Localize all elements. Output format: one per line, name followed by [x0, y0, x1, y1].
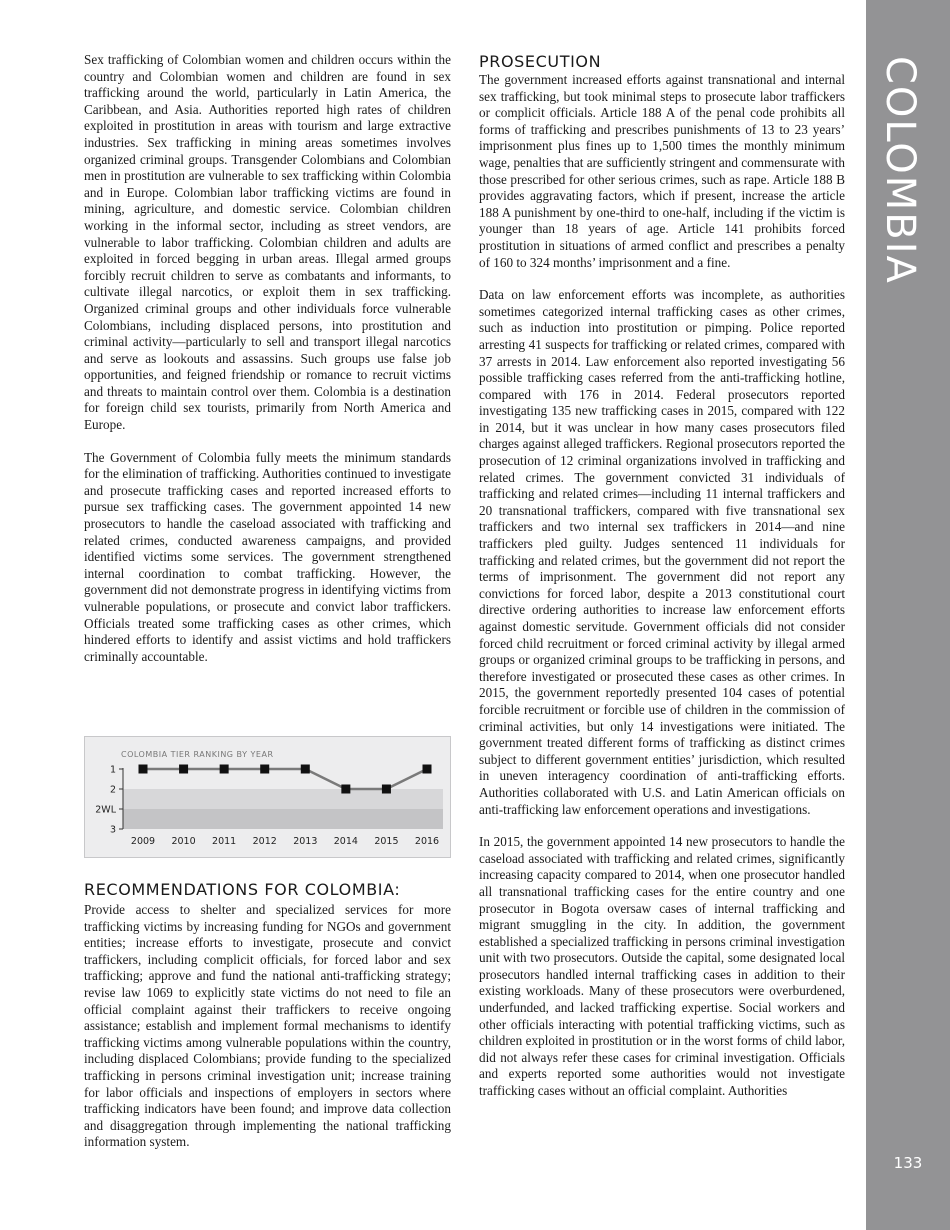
x-tick-label: 2010: [171, 836, 196, 847]
x-tick-label: 2013: [293, 836, 318, 847]
tier-band: [123, 789, 443, 809]
tier-ranking-svg: [85, 737, 450, 857]
y-tick-label: 1: [109, 764, 116, 776]
x-tick-label: 2014: [333, 836, 358, 847]
country-title: COLOMBIA: [877, 56, 923, 285]
chart-title: COLOMBIA TIER RANKING BY YEAR: [121, 750, 274, 759]
assessment-paragraph: The Government of Colombia fully meets the minimum standards for the elimination of trafficking. Authorities continued to investigate and prosecute trafficking cases and reported increased efforts to pursue sex trafficking cases. The government appointed 14 new prosecutors to handle the caseload associated with trafficking and related crimes, conducted awareness campaigns, and provided identified victims some services. The government strengthened internal coordination to combat trafficking. However, the government did not demonstrate progress in identifying victims from vulnerable populations, or prosecute and convict labor traffickers. Officials treated some trafficking cases as other crimes, which hindered efforts to identify and assist victims and hold traffickers criminally accountable.: [84, 449, 451, 664]
x-tick-label: 2016: [414, 836, 440, 847]
x-tick-label: 2009: [130, 836, 156, 847]
data-point: [179, 765, 188, 774]
left-column: [84, 52, 451, 681]
data-point: [382, 785, 391, 794]
x-tick-label: 2015: [374, 836, 399, 847]
prosecution-heading: PROSECUTION: [479, 52, 602, 71]
recommendations-text: Provide access to shelter and specialized services for more trafficking victims by increasing funding for NGOs and government entities; increase efforts to investigate, prosecute and convict traffickers, including complicit officials, for forced labor and sex trafficking; approve and fund the national anti-trafficking strategy; revise law 1069 to explicitly state victims do not need to file an official complaint against their traffickers to receive ongoing assistance; establish and implement formal mechanisms to identify trafficking victims among vulnerable populations within the country, including displaced Colombians; provide funding to the specialized trafficking in persons criminal investigation unit; increase training for labor officials and inspections of employers in sectors where trafficking indicators have been found; and improve data collection and disaggregation through implementing the national trafficking information system.: [84, 902, 451, 1150]
tier-band: [123, 809, 443, 829]
y-tick-label: 2: [109, 784, 116, 796]
recommendations-section: [84, 880, 451, 1151]
y-tick-label: 2WL: [95, 804, 116, 816]
tier-ranking-chart: [84, 736, 451, 858]
data-point: [139, 765, 148, 774]
prosecution-paragraph: The government increased efforts against transnational and internal sex trafficking, but took minimal steps to prosecute labor traffickers or complicit officials. Article 188 A of the penal code prohibits all forms of trafficking and prescribes punishments of 13 to 23 years’ imprisonment plus fines up to 1,500 times the monthly minimum wage, penalties that are sufficiently stringent and commensurate with those prescribed for other serious crimes, such as rape. Article 188 B provides aggravating factors, which if present, increase the article 188 A punishment by one-third to one-half, including if the victim is younger than 18 years of age. Article 141 prohibits forced prostitution in situations of armed conflict and prescribes a penalty of 160 to 324 months’ imprisonment and a fine.: [479, 72, 845, 270]
data-point: [423, 765, 432, 774]
recommendations-heading: RECOMMENDATIONS FOR COLOMBIA:: [84, 880, 401, 899]
intro-paragraph: Sex trafficking of Colombian women and children occurs within the country and Colombian women and children are found in sex trafficking around the world, particularly in Latin America, the Caribbean, and Asia. Authorities reported high rates of children exploited in prostitution in areas with tourism and large extractive industries. Sex trafficking in mining areas sometimes involves organized criminal groups. Transgender Colombians and Colombian men in prostitution are vulnerable to sex trafficking within Colombia and in Europe. Colombian labor trafficking victims are found in mining, agriculture, and domestic service. Colombian children working in the informal sector, including as street vendors, are vulnerable to labor trafficking. Colombian children and adults are exploited in forced begging in urban areas. Illegal armed groups forcibly recruit children to serve as combatants and informants, to cultivate illegal narcotics, or exploit them in sex trafficking. Organized criminal groups and other individuals force vulnerable Colombians, including displaced persons, into prostitution and criminal activity—particularly to sell and transport illegal narcotics and serve as lookouts and assassins. Such groups use false job opportunities, and feigned friendship or romance to recruit victims and threats to maintain control over them. Colombia is a destination for foreign child sex tourists, primarily from North America and Europe.: [84, 52, 451, 433]
page-number: 133: [893, 1154, 923, 1172]
prosecution-paragraph: In 2015, the government appointed 14 new prosecutors to handle the caseload associated with trafficking and related crimes, significantly increasing capacity compared to 2014, when one prosecutor handled all transnational trafficking cases for the entire country and one prosecutor in Bogota oversaw cases of internal trafficking and migrant smuggling in the city. In addition, the government established a specialized trafficking in persons criminal investigation unit with two prosecutors. Outside the capital, some designated local prosecutors handled internal trafficking cases in addition to their existing workloads. Many of these prosecutors were overburdened, underfunded, and lacked trafficking expertise. Social workers and other officials interacting with potential trafficking victims, such as children exploited in prostitution or in the worst forms of child labor, did not always refer these cases for criminal investigation. Officials and experts reported some authorities would not investigate trafficking cases without an official complaint. Authorities: [479, 834, 845, 1099]
data-point: [301, 765, 310, 774]
prosecution-paragraph: Data on law enforcement efforts was incomplete, as authorities sometimes categorized internal trafficking cases as other crimes, such as induction into prostitution or pimping. Police reported arresting 41 suspects for trafficking or related crimes, compared with 37 arrests in 2014. Law enforcement also reported investigating 56 possible trafficking cases referred from the anti-trafficking hotline, compared with 176 in 2014. Federal prosecutors reported investigating 135 new trafficking cases in 2015, compared with 122 in 2014, but it was unclear in how many cases prosecutors filed charges against alleged traffickers. Regional prosecutors reported the prosecution of 12 criminal organizations involved in trafficking and related crimes. The government convicted 31 individuals of trafficking and related crimes—including 11 internal traffickers and 20 transnational traffickers, compared with five transnational sex traffickers and two internal sex traffickers in 2014—and nine traffickers pled guilty. Judges sentenced 11 individuals for trafficking and related crimes, but the government did not report the terms of imprisonment. The government did not report any convictions for forced labor, despite a 2013 constitutional court directive ordering authorities to increase law enforcement efforts against domestic servitude. Government officials did not consider forced child recruitment or forced criminal activity by illegal armed groups or organized criminal groups to be trafficking in persons, and therefore investigated or prosecuted these cases as other crimes. In 2015, the government reportedly presented 104 cases of potential forcible recruitment or forcible use of children in the commission of criminal activities, but only 14 investigations were initiated. The government treated different forms of trafficking as distinct crimes subject to different government entities’ jurisdiction, which resulted in uneven interagency coordination of anti-trafficking efforts. Authorities collaborated with U.S. and Latin American officials on anti-trafficking law enforcement operations and investigations.: [479, 287, 845, 817]
right-column: [479, 52, 845, 1116]
x-tick-label: 2011: [212, 836, 237, 847]
y-tick-label: 3: [109, 824, 116, 836]
data-point: [341, 785, 350, 794]
data-point: [220, 765, 229, 774]
x-tick-label: 2012: [252, 836, 277, 847]
data-point: [260, 765, 269, 774]
